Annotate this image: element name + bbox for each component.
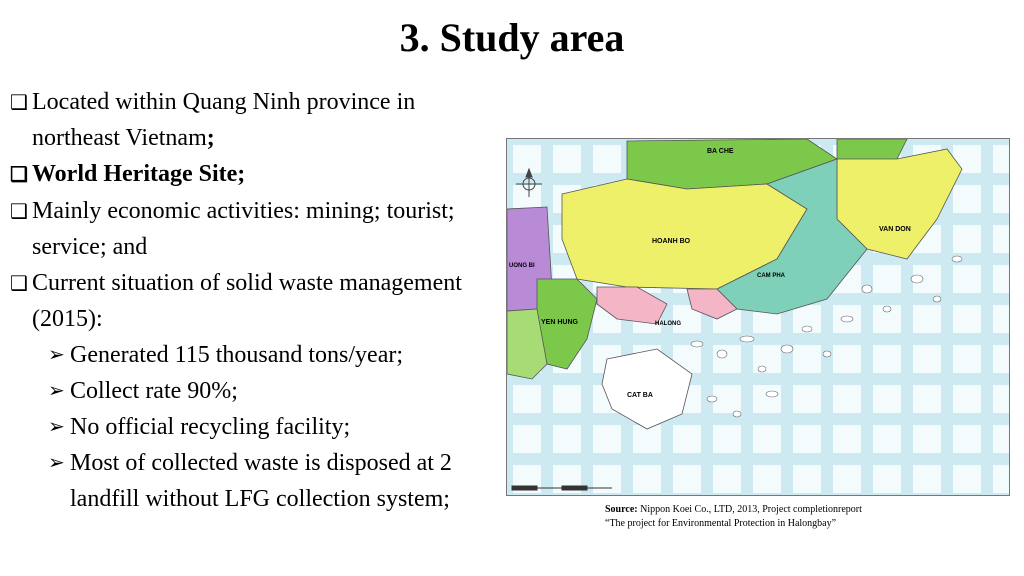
sub-bullet-text: Most of collected waste is disposed at 2 landfill without LFG collection system; bbox=[70, 450, 452, 512]
bullet-heritage bbox=[10, 156, 490, 193]
arrow-bullet-icon: ➢ bbox=[48, 416, 65, 438]
study-area-map bbox=[506, 138, 1010, 496]
map-graphic bbox=[507, 139, 1009, 495]
label-uong-bi: UONG BI bbox=[509, 263, 535, 269]
source-line-2: “The project for Environmental Protection in Halongbay” bbox=[605, 518, 837, 529]
label-yen-hung: YEN HUNG bbox=[541, 319, 578, 326]
bullet-suffix: ; bbox=[206, 125, 215, 151]
checkbox-bullet-icon: ❑ bbox=[10, 92, 28, 114]
bullet-location bbox=[10, 84, 490, 156]
checkbox-bullet-icon: ❑ bbox=[10, 273, 28, 295]
label-ba-che: BA CHE bbox=[707, 148, 734, 155]
page-title: 3. Study area bbox=[399, 15, 625, 60]
sub-bullet-collect bbox=[48, 373, 490, 409]
source-line-1: Nippon Koei Co., LTD, 2013, Project completionreport bbox=[640, 504, 862, 515]
checkbox-bullet-icon: ❑ bbox=[10, 201, 28, 223]
sub-bullet-text: Generated 115 thousand tons/year; bbox=[70, 342, 404, 368]
label-cat-ba: CAT BA bbox=[627, 392, 653, 399]
bullet-waste bbox=[10, 265, 490, 337]
bullet-text: World Heritage Site; bbox=[32, 161, 246, 187]
arrow-bullet-icon: ➢ bbox=[48, 452, 65, 474]
bullet-text: Located within Quang Ninh province in northeast Vietnam bbox=[32, 89, 416, 151]
sub-bullet-landfill bbox=[48, 445, 468, 517]
arrow-bullet-icon: ➢ bbox=[48, 344, 65, 366]
bullet-economic bbox=[10, 193, 490, 265]
sub-bullet-recycling bbox=[48, 409, 490, 445]
label-hoanh-bo: HOANH BO bbox=[652, 238, 691, 245]
source-label: Source: bbox=[605, 504, 638, 515]
checkbox-bullet-icon: ❑ bbox=[10, 164, 28, 186]
sub-bullet-generated bbox=[48, 337, 490, 373]
label-van-don: VAN DON bbox=[879, 226, 911, 233]
arrow-bullet-icon: ➢ bbox=[48, 380, 65, 402]
bullet-text: Current situation of solid waste management (2015): bbox=[32, 270, 462, 332]
bullet-text: Mainly economic activities: mining; tourist; service; and bbox=[32, 198, 455, 260]
sub-bullet-text: Collect rate 90%; bbox=[70, 378, 238, 404]
source-caption bbox=[605, 503, 1015, 531]
label-halong: HALONG bbox=[655, 321, 681, 327]
label-cam-pha: CAM PHA bbox=[757, 273, 785, 279]
bullet-list bbox=[10, 84, 490, 517]
sub-bullet-text: No official recycling facility; bbox=[70, 414, 351, 440]
